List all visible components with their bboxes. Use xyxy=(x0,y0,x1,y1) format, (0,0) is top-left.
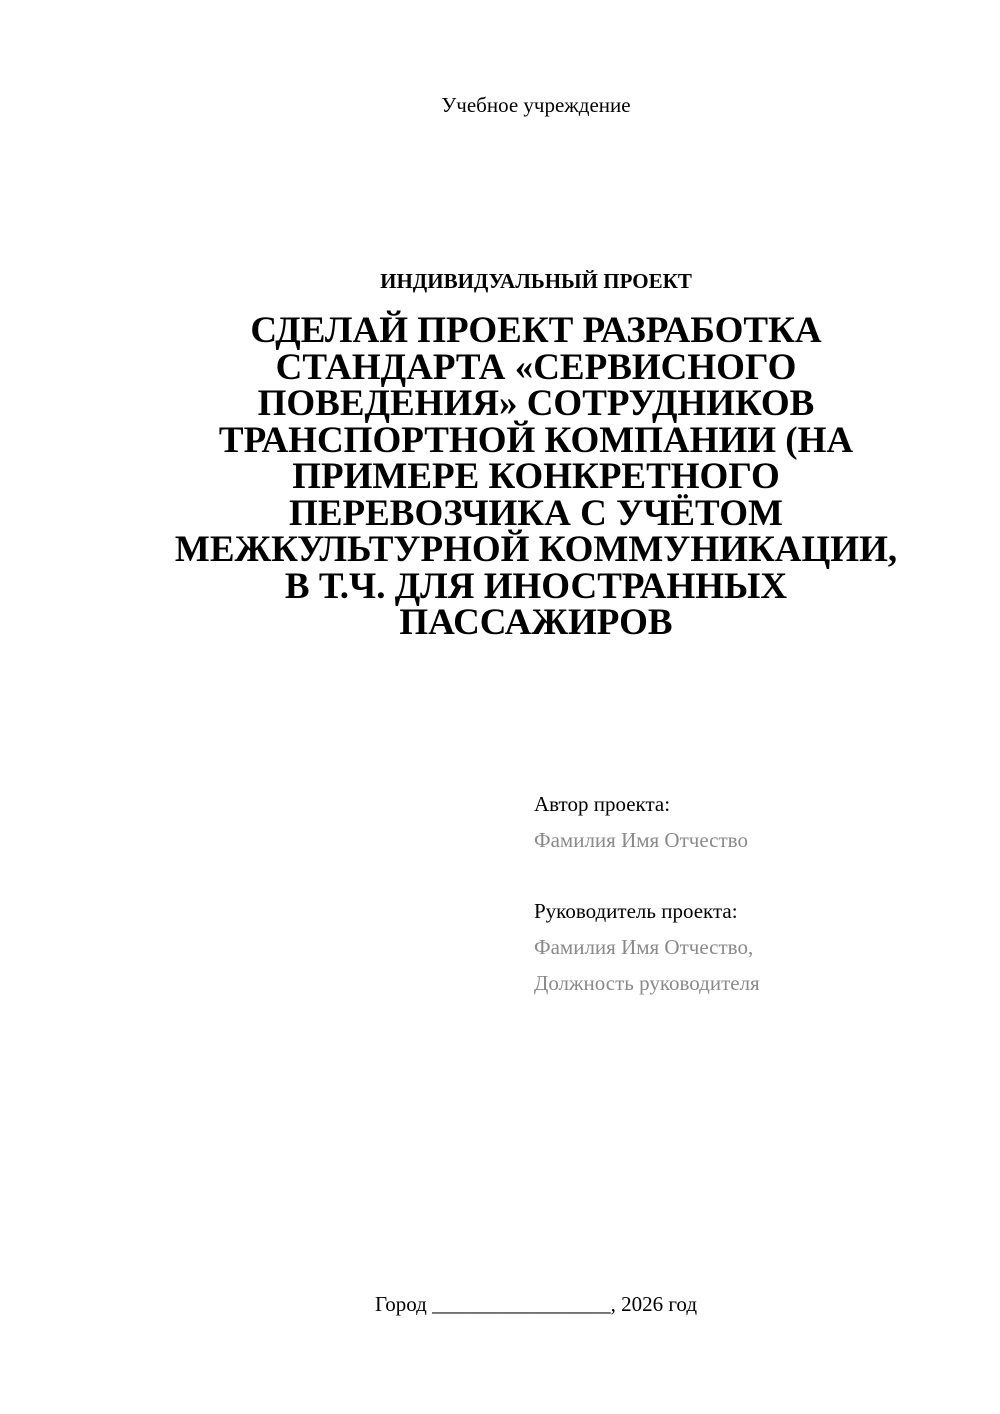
author-label: Автор проекта: xyxy=(534,792,671,816)
project-title-line: ПАССАЖИРОВ xyxy=(399,602,673,643)
project-title-line: В Т.Ч. ДЛЯ ИНОСТРАННЫХ xyxy=(284,565,788,607)
project-title-line: СДЕЛАЙ ПРОЕКТ РАЗРАБОТКА xyxy=(250,310,822,351)
project-title-line: ПЕРЕВОЗЧИКА С УЧЁТОМ xyxy=(289,492,783,534)
supervisor-block xyxy=(534,893,760,1001)
project-title-line: МЕЖКУЛЬТУРНОЙ КОММУНИКАЦИИ, xyxy=(174,529,898,570)
project-title-line: ПОВЕДЕНИЯ» СОТРУДНИКОВ xyxy=(257,383,815,424)
author-block xyxy=(534,786,748,858)
author-name-placeholder: Фамилия Имя Отчество xyxy=(534,828,748,852)
project-title-line: СТАНДАРТА «СЕРВИСНОГО xyxy=(275,346,797,388)
project-type-heading: ИНДИВИДУАЛЬНЫЙ ПРОЕКТ xyxy=(380,269,692,293)
project-title-line: ТРАНСПОРТНОЙ КОМПАНИИ (НА xyxy=(218,419,854,461)
supervisor-name-placeholder: Фамилия Имя Отчество, xyxy=(534,935,754,959)
supervisor-label: Руководитель проекта: xyxy=(534,899,738,923)
institution-name: Учебное учреждение xyxy=(441,93,631,117)
city-year-line: Город _________________, 2026 год xyxy=(374,1292,698,1316)
project-title-line: ПРИМЕРЕ КОНКРЕТНОГО xyxy=(292,456,780,497)
project-title xyxy=(140,310,932,643)
supervisor-position-placeholder: Должность руководителя xyxy=(534,971,760,995)
